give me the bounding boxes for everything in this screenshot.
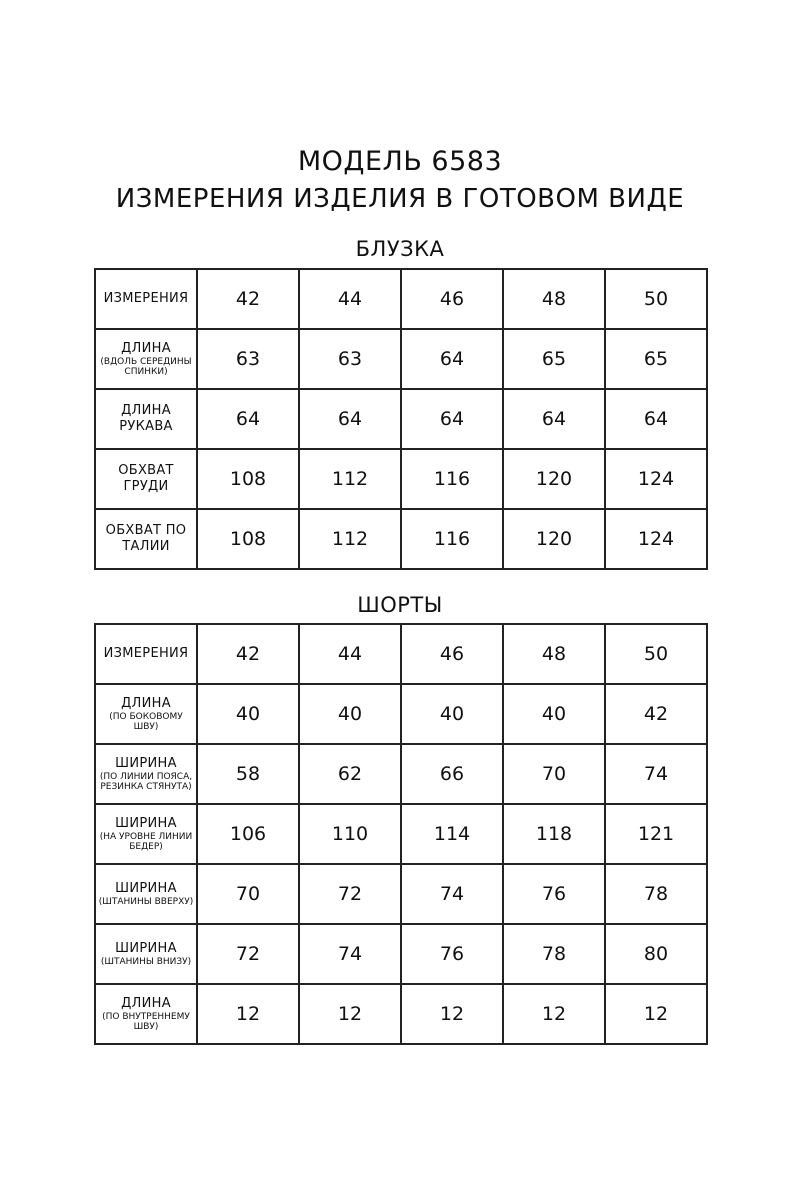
row-label: ШИРИНА [115,816,177,831]
row-label: ОБХВАТ ГРУДИ [118,463,174,494]
blouse-section-title: БЛУЗКА [355,237,445,261]
page-subtitle: ИЗМЕРЕНИЯ ИЗДЕЛИЯ В ГОТОВОМ ВИДЕ [115,184,685,214]
value-cell: 108 [197,509,299,569]
shorts-measurements-table [94,623,708,1045]
table-row [95,804,707,864]
value-cell: 48 [503,624,605,684]
table-row [95,269,707,329]
row-label-cell [95,389,197,449]
table-row [95,389,707,449]
row-label-cell [95,449,197,509]
row-label-cell [95,684,197,744]
row-label-cell [95,804,197,864]
value-cell: 66 [401,744,503,804]
value-cell: 124 [605,509,707,569]
value-cell: 63 [197,329,299,389]
value-cell: 42 [605,684,707,744]
row-label: ДЛИНА [121,996,171,1011]
row-label-note: (ПО ВНУТРЕННЕМУ ШВУ) [102,1012,190,1032]
row-label-cell [95,509,197,569]
value-cell: 42 [197,269,299,329]
value-cell: 46 [401,624,503,684]
table-row [95,744,707,804]
value-cell: 76 [401,924,503,984]
value-cell: 120 [503,509,605,569]
value-cell: 46 [401,269,503,329]
row-label-cell [95,984,197,1044]
value-cell: 114 [401,804,503,864]
row-label: ДЛИНА [121,696,171,711]
table-row [95,449,707,509]
value-cell: 12 [197,984,299,1044]
row-label-note: (ПО ЛИНИИ ПОЯСА, РЕЗИНКА СТЯНУТА) [99,772,193,792]
value-cell: 64 [503,389,605,449]
row-label: ДЛИНА [121,341,171,356]
value-cell: 50 [605,269,707,329]
row-label: ШИРИНА [115,881,177,896]
value-cell: 124 [605,449,707,509]
value-cell: 40 [401,684,503,744]
value-cell: 78 [503,924,605,984]
table-row [95,924,707,984]
value-cell: 64 [401,389,503,449]
row-label-note: (ВДОЛЬ СЕРЕДИНЫ СПИНКИ) [100,357,192,377]
value-cell: 110 [299,804,401,864]
value-cell: 63 [299,329,401,389]
value-cell: 12 [299,984,401,1044]
value-cell: 116 [401,449,503,509]
row-label-note: (ПО БОКОВОМУ ШВУ) [109,712,183,732]
value-cell: 70 [503,744,605,804]
value-cell: 112 [299,449,401,509]
value-cell: 64 [197,389,299,449]
row-label-cell [95,329,197,389]
value-cell: 112 [299,509,401,569]
row-label: ОБХВАТ ПО ТАЛИИ [105,523,187,554]
table-row [95,509,707,569]
model-title: МОДЕЛЬ 6583 [297,146,503,177]
value-cell: 74 [605,744,707,804]
value-cell: 64 [299,389,401,449]
value-cell: 50 [605,624,707,684]
row-label-note: (НА УРОВНЕ ЛИНИИ БЕДЕР) [99,832,193,852]
row-label: ШИРИНА [115,756,177,771]
table-row [95,984,707,1044]
row-label-note: (ШТАНИНЫ ВНИЗУ) [100,957,192,967]
value-cell: 44 [299,269,401,329]
value-cell: 12 [605,984,707,1044]
value-cell: 62 [299,744,401,804]
value-cell: 121 [605,804,707,864]
value-cell: 64 [605,389,707,449]
value-cell: 65 [503,329,605,389]
value-cell: 72 [299,864,401,924]
shorts-section-title: ШОРТЫ [357,593,443,617]
value-cell: 78 [605,864,707,924]
value-cell: 116 [401,509,503,569]
value-cell: 40 [299,684,401,744]
value-cell: 72 [197,924,299,984]
blouse-measurements-table [94,268,708,570]
table-row [95,624,707,684]
table-row [95,329,707,389]
row-label-cell [95,269,197,329]
value-cell: 12 [503,984,605,1044]
value-cell: 40 [503,684,605,744]
row-label-cell [95,624,197,684]
value-cell: 74 [299,924,401,984]
table-row [95,684,707,744]
value-cell: 64 [401,329,503,389]
value-cell: 76 [503,864,605,924]
value-cell: 74 [401,864,503,924]
value-cell: 80 [605,924,707,984]
value-cell: 12 [401,984,503,1044]
row-label: ДЛИНА РУКАВА [119,403,173,434]
value-cell: 40 [197,684,299,744]
value-cell: 65 [605,329,707,389]
value-cell: 70 [197,864,299,924]
row-label-note: (ШТАНИНЫ ВВЕРХУ) [98,897,194,907]
row-label-cell [95,924,197,984]
row-label: ИЗМЕРЕНИЯ [103,646,189,661]
table-row [95,864,707,924]
value-cell: 108 [197,449,299,509]
value-cell: 58 [197,744,299,804]
row-label-cell [95,744,197,804]
row-label: ИЗМЕРЕНИЯ [103,291,189,306]
value-cell: 44 [299,624,401,684]
value-cell: 106 [197,804,299,864]
value-cell: 120 [503,449,605,509]
value-cell: 118 [503,804,605,864]
row-label-cell [95,864,197,924]
row-label: ШИРИНА [115,941,177,956]
value-cell: 48 [503,269,605,329]
value-cell: 42 [197,624,299,684]
